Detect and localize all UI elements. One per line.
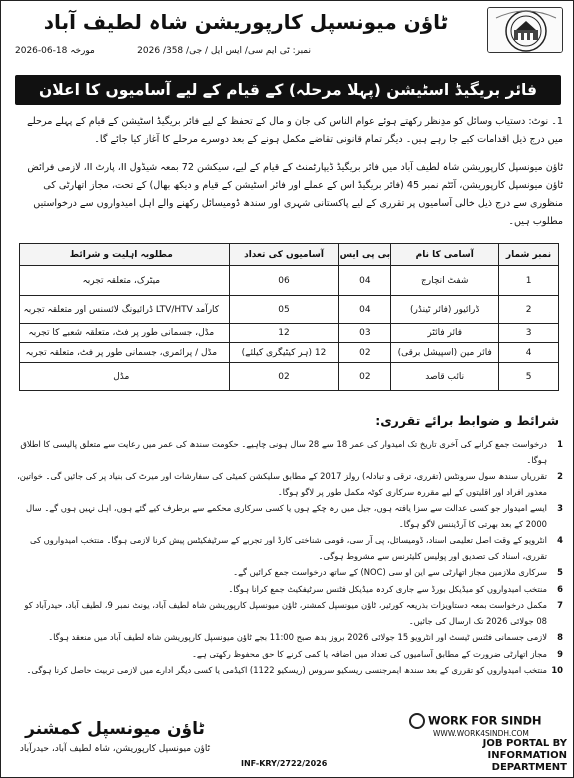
- term-number: 7: [557, 600, 563, 610]
- term-number: 2: [557, 471, 563, 481]
- cell-qualification: مڈل، جسمانی طور پر فٹ، متعلقہ شعبے کا تجربہ: [20, 324, 230, 343]
- terms-list: [15, 437, 563, 680]
- cell-bps: 04: [339, 266, 391, 296]
- terms-heading: شرائط و ضوابط برائے تقرری:: [375, 413, 559, 428]
- table-header-row: [20, 244, 559, 266]
- cell-post-count: 06: [229, 266, 339, 296]
- term-number: 8: [557, 632, 563, 642]
- cell-qualification: مڈل / پرائمری، جسمانی طور پر فٹ، متعلقہ تجربہ: [20, 343, 230, 363]
- cell-post-name: فائر فائٹر: [391, 324, 499, 343]
- work-for-sindh-block: [409, 713, 567, 773]
- list-item: [15, 469, 563, 500]
- cell-post-name: نائب قاصد: [391, 363, 499, 391]
- commissioner-subtitle: ٹاؤن میونسپل کارپوریشن، شاہ لطیف آباد، حیدرآباد: [19, 744, 211, 754]
- term-text: ایسے امیدوار جو کسی عدالت سے سزا یافتہ ہوں، جیل میں رہ چکے ہوں یا کسی سرکاری محکمے سے برطرف کیے گئے ہوں، اہل نہیں ہوں گے۔ سال 2000 کے بعد بھرتی کا آرڈیننس لاگو ہوگا۔: [26, 503, 547, 529]
- table-row: [20, 296, 559, 324]
- header-qualification: مطلوبہ اہلیت و شرائط: [20, 244, 230, 266]
- vacancies-table: [19, 243, 559, 391]
- term-number: 4: [557, 535, 563, 545]
- cell-post-count: 12 (ہر کیٹیگری کیلئے): [229, 343, 339, 363]
- reference-number: نمبر: ٹی ایم سی/ ایس ایل / جی/ 358/ 2026: [137, 46, 311, 56]
- page-title: ٹاؤن میونسپل کارپوریشن شاہ لطیف آباد: [43, 10, 449, 34]
- cell-serial: 1: [499, 266, 559, 296]
- list-item: [15, 647, 563, 663]
- table-row: [20, 343, 559, 363]
- information-department-line: INFORMATION DEPARTMENT: [487, 750, 567, 773]
- header-bps: بی پی ایس: [339, 244, 391, 266]
- header-serial: نمبر شمار: [499, 244, 559, 266]
- list-item: [15, 501, 563, 532]
- cell-post-count: 05: [229, 296, 339, 324]
- term-text: تقرریاں سندھ سول سرونٹس (تقرری، ترقی و تبادلہ) رولز 2017 کے مطابق سلیکشن کمیٹی کی سفارشات اور میرٹ کی بنیاد پر کی جائیں گی۔ خواتین، معذور افراد اور اقلیتوں کے لیے مقررہ سرکاری کوٹہ مکمل طور پر لاگو ہوگا۔: [17, 471, 547, 497]
- cell-serial: 4: [499, 343, 559, 363]
- seal-icon: [488, 8, 563, 53]
- intro-paragraph: ٹاؤن میونسپل کارپوریشن شاہ لطیف آباد میں فائر بریگیڈ ڈیپارٹمنٹ کے قیام کے لیے، سیکشن 72 بمعہ شیڈول II، پارٹ II، لازمی فرائض ٹاؤن میونسپل کارپوریشن، آئٹم نمبر 45 (فائر بریگیڈ اس کے عملے اور فائر اسٹیشن کے قیام و دیکھ بھال) کے تحت، مجاز اتھارٹی کی منظوری سے درج ذیل خالی آسامیوں پر تقرری کے لیے پاکستانی شہری اور سندھ ڈومیسائل رکھنے والے اہل امیدواروں سے درخواستیں مطلوب ہیں۔: [27, 162, 563, 227]
- list-item: [15, 598, 563, 629]
- job-portal-line: JOB PORTAL BY: [482, 738, 567, 749]
- term-text: منتخب امیدواروں کو میڈیکل بورڈ سے جاری کردہ میڈیکل فٹنس سرٹیفکیٹ جمع کرانا ہوگا۔: [228, 583, 547, 594]
- term-number: 5: [557, 567, 563, 577]
- term-text: مکمل درخواست بمعہ دستاویزات بذریعہ کورئیر، ٹاؤن میونسپل کمشنر، ٹاؤن میونسپل کارپوریشن شاہ لطیف آباد، یونٹ نمبر 9، لطیف آباد، حیدرآباد کو 08 جولائی 2026 تک ارسال کی جائیں۔: [24, 600, 547, 626]
- commissioner-block: [15, 717, 215, 757]
- intro-note: 1۔ نوٹ: دستیاب وسائل کو مدِنظر رکھتے ہوئے عوام الناس کی جان و مال کے تحفظ کے لیے فائر بریگیڈ اسٹیشن کے قیام کے پہلے مرحلے میں درج ذیل اقدامات کیے جا رہے ہیں۔ دیگر تمام قانونی تقاضے مکمل ہونے کے بعد دوسرے مرحلے کا آغاز کیا جائے گا۔: [27, 116, 563, 145]
- term-text: مجاز اتھارٹی ضرورت کے مطابق آسامیوں کی تعداد میں اضافہ یا کمی کرنے کا حق محفوظ رکھتی ہے۔: [191, 648, 547, 659]
- term-number: 6: [557, 583, 563, 594]
- term-number: 10: [551, 665, 563, 675]
- table-row: [20, 266, 559, 296]
- term-text: انٹرویو کے وقت اصل تعلیمی اسناد، ڈومیسائل، پی آر سی، قومی شناختی کارڈ اور تجربے کے سرٹیفکیٹس پیش کرنا لازمی ہوگا۔ منتخب امیدواروں کی تقرری، اسناد کی تصدیق اور پولیس کلیئرنس سے مشروط ہوگی۔: [30, 535, 547, 561]
- commissioner-title: ٹاؤن میونسپل کمشنر: [25, 719, 205, 739]
- list-item: [15, 437, 563, 468]
- cell-post-name: شفٹ انچارج: [391, 266, 499, 296]
- list-item: [15, 663, 563, 679]
- sindh-emblem-icon: [409, 713, 425, 729]
- term-text: منتخب امیدواروں کو تقرری کے بعد سندھ ایمرجنسی ریسکیو سروس (ریسکیو 1122) اکیڈمی یا کسی دیگر ادارے میں لازمی تربیت حاصل کرنا ہوگی۔: [26, 665, 547, 675]
- header-post-count: آسامیوں کی تعداد: [229, 244, 339, 266]
- table-row: [20, 363, 559, 391]
- reference-line: [11, 46, 481, 62]
- list-item: [15, 630, 563, 646]
- cell-bps: 03: [339, 324, 391, 343]
- list-item: [15, 533, 563, 564]
- cell-serial: 5: [499, 363, 559, 391]
- cell-qualification: مڈل: [20, 363, 230, 391]
- cell-qualification: میٹرک، متعلقہ تجربہ: [20, 266, 230, 296]
- list-item: [15, 565, 563, 581]
- date-value: 18-06-2026: [15, 46, 68, 56]
- term-text: درخواست جمع کرانے کی آخری تاریخ تک امیدوار کی عمر 18 سے 28 سال ہونی چاہیے۔ حکومت سندھ کی عمر میں رعایت سے متعلق پالیسی کا اطلاق ہوگا۔: [20, 439, 547, 465]
- date-block: [15, 46, 95, 56]
- cell-bps: 02: [339, 363, 391, 391]
- list-item: [15, 582, 563, 598]
- cell-bps: 02: [339, 343, 391, 363]
- table-row: [20, 324, 559, 343]
- term-number: 3: [557, 503, 563, 513]
- term-text: لازمی جسمانی فٹنس ٹیسٹ اور انٹرویو 15 جولائی 2026 بروز بدھ صبح 11:00 بجے ٹاؤن میونسپل کارپوریشن شاہ لطیف آباد میں منعقد ہوگا۔: [48, 632, 547, 642]
- date-label: مورخہ: [70, 46, 95, 56]
- municipal-seal-logo: [487, 7, 563, 53]
- inf-number: INF-KRY/2722/2026: [241, 759, 328, 768]
- cell-post-count: 02: [229, 363, 339, 391]
- cell-post-count: 12: [229, 324, 339, 343]
- cell-bps: 04: [339, 296, 391, 324]
- wfs-brand: WORK FOR SINDH: [409, 713, 567, 729]
- cell-post-name: ڈرائیور (فائر ٹینڈر): [391, 296, 499, 324]
- wfs-url: WWW.WORK4SINDH.COM: [433, 729, 529, 738]
- announcement-banner: فائر بریگیڈ اسٹیشن (پہلا مرحلہ) کے قیام کے لیے آسامیوں کا اعلان: [15, 75, 561, 105]
- cell-post-name: فائر مین (اسپیشل برقی): [391, 343, 499, 363]
- header-post-name: آسامی کا نام: [391, 244, 499, 266]
- term-number: 1: [557, 439, 563, 449]
- cell-qualification: کارآمد LTV/HTV ڈرائیونگ لائسنس اور متعلقہ تجربہ: [20, 296, 230, 324]
- cell-serial: 3: [499, 324, 559, 343]
- cell-serial: 2: [499, 296, 559, 324]
- term-text: سرکاری ملازمین مجاز اتھارٹی سے این او سی (NOC) کے ساتھ درخواست جمع کرائیں گے۔: [233, 567, 547, 577]
- term-number: 9: [557, 648, 563, 659]
